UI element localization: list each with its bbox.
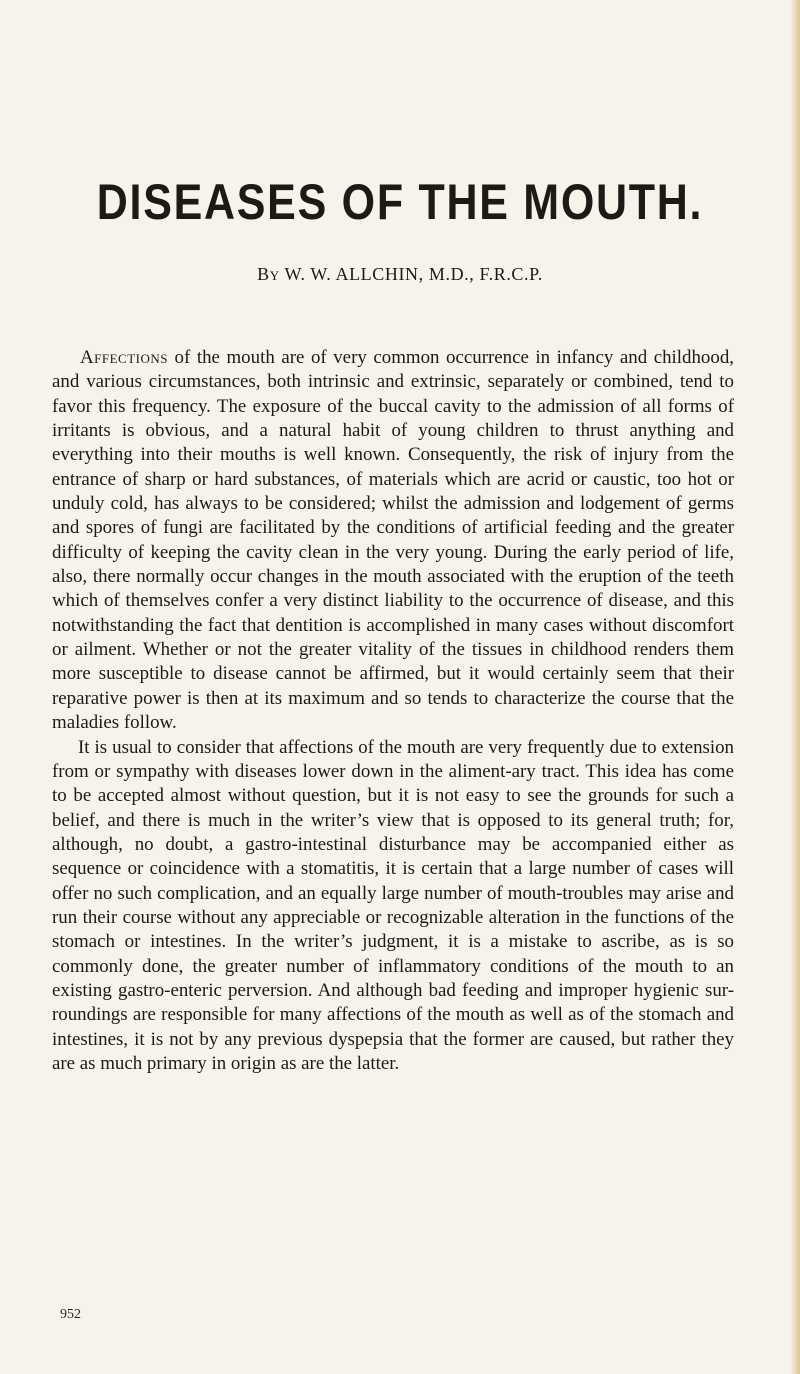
page-number: 952 bbox=[60, 1307, 81, 1322]
paragraph-1-text: of the mouth are of very common occurrence in infancy and childhood, and various circumstances, both intrinsic and extrinsic, separately or combined, tend to favor this frequency. The exposure of the buccal cavity to the admission of all forms of irritants is obvious, and a natural habit of young children to thrust anything and everything into their mouths is well known. Consequently, the risk of injury from the entrance of sharp or hard substances, of materials which are acrid or caustic, too hot or unduly cold, has always to be considered; whilst the admission and lodgement of germs and spores of fungi are facilitated by the conditions of artificial feeding and the greater difficulty of keeping the cavity clean in the very young. During the early period of life, also, there normally occur changes in the mouth associated with the eruption of the teeth which of themselves confer a very distinct liability to the occurrence of disease, and this notwithstanding the fact that dentition is accomplished in many cases without discomfort or ailment. Whether or not the greater vitality of the tissues in childhood renders them more susceptible to disease cannot be affirmed, but it would certainly seem that their reparative power is then at its maximum and so tends to characterize the course that the maladies follow. bbox=[52, 347, 734, 734]
paragraph-2 bbox=[52, 736, 734, 1077]
paragraph-1 bbox=[52, 346, 734, 736]
byline-by: By bbox=[257, 264, 280, 284]
page-edge bbox=[790, 0, 800, 1374]
byline-author: W. W. ALLCHIN, M.D., F.R.C.P. bbox=[284, 264, 543, 284]
chapter-title: DISEASES OF THE MOUTH. bbox=[96, 174, 704, 230]
paragraph-2-text: It is usual to consider that affections of the mouth are very frequently due to extension from or sympathy with diseases lower down in the aliment-ary tract. This idea has come to be accepted almost without question, but it is not easy to see the grounds for such a belief, and there is much in the writer’s view that is opposed to its general truth; for, although, no doubt, a gastro-intestinal disturbance may be accompanied either as sequence or coincidence with a stomatitis, it is certain that a large number of cases will offer no such complication, and an equally large number of mouth-troubles may arise and run their course without any appreciable or recognizable alteration in the functions of the stomach or intestines. In the writer’s judgment, it is a mistake to ascribe, as is so commonly done, the greater number of inflammatory conditions of the mouth to an existing gastro-enteric perversion. And although bad feeding and improper hygienic sur-roundings are responsible for many affections of the mouth as well as of the stomach and intestines, it is not by any previous dyspepsia that the former are caused, but rather they are as much primary in origin as are the latter. bbox=[52, 736, 734, 1074]
author-byline bbox=[0, 262, 800, 286]
paragraph-lead-word: Affections bbox=[80, 347, 168, 368]
body-text bbox=[52, 346, 734, 1076]
